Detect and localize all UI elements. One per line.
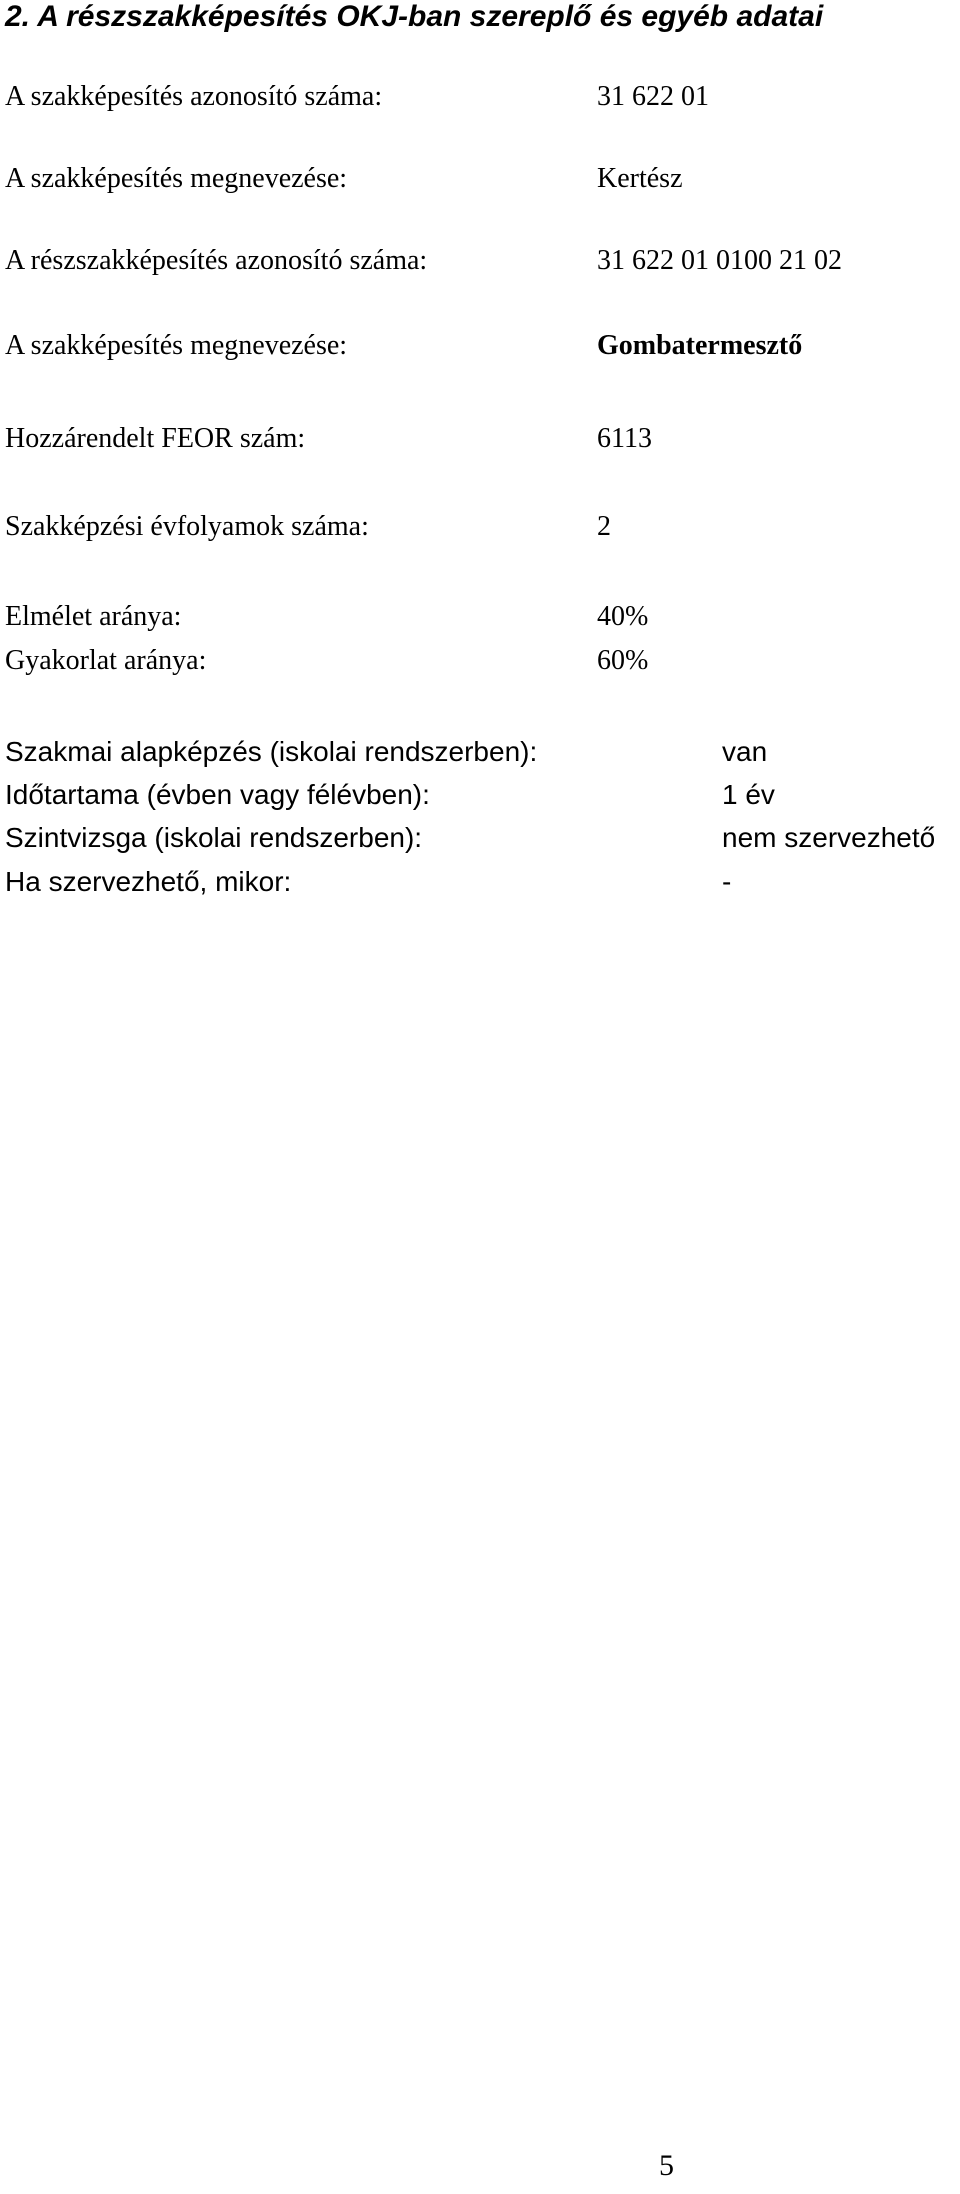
field-value: Kertész (597, 163, 683, 194)
field-value: 2 (597, 511, 611, 542)
field-label: Elmélet aránya: (5, 601, 182, 632)
field-label: A részszakképesítés azonosító száma: (5, 245, 428, 276)
field-value: Gombatermesztő (597, 330, 803, 361)
field-label: A szakképesítés megnevezése: (5, 330, 348, 361)
training-label: Ha szervezhető, mikor: (5, 866, 292, 897)
training-value: 1 év (722, 779, 775, 810)
training-value: van (722, 736, 768, 767)
training-label: Szakmai alapképzés (iskolai rendszerben): (5, 736, 538, 767)
field-label: Hozzárendelt FEOR szám: (5, 423, 306, 454)
training-value: nem szervezhető (722, 822, 936, 853)
field-value: 40% (597, 601, 649, 632)
field-label: A szakképesítés azonosító száma: (5, 81, 383, 112)
field-value: 6113 (597, 423, 652, 454)
section-title: 2. A részszakképesítés OKJ-ban szereplő és egyéb adatai (5, 0, 824, 33)
field-label: Gyakorlat aránya: (5, 645, 207, 676)
training-label: Szintvizsga (iskolai rendszerben): (5, 822, 423, 853)
field-value: 31 622 01 0100 21 02 (597, 245, 842, 276)
training-label: Időtartama (évben vagy félévben): (5, 779, 430, 810)
field-value: 31 622 01 (597, 81, 709, 112)
field-label: A szakképesítés megnevezése: (5, 163, 348, 194)
page-number: 5 (659, 2149, 674, 2182)
training-value: - (722, 866, 732, 897)
field-value: 60% (597, 645, 649, 676)
field-label: Szakképzési évfolyamok száma: (5, 511, 369, 542)
